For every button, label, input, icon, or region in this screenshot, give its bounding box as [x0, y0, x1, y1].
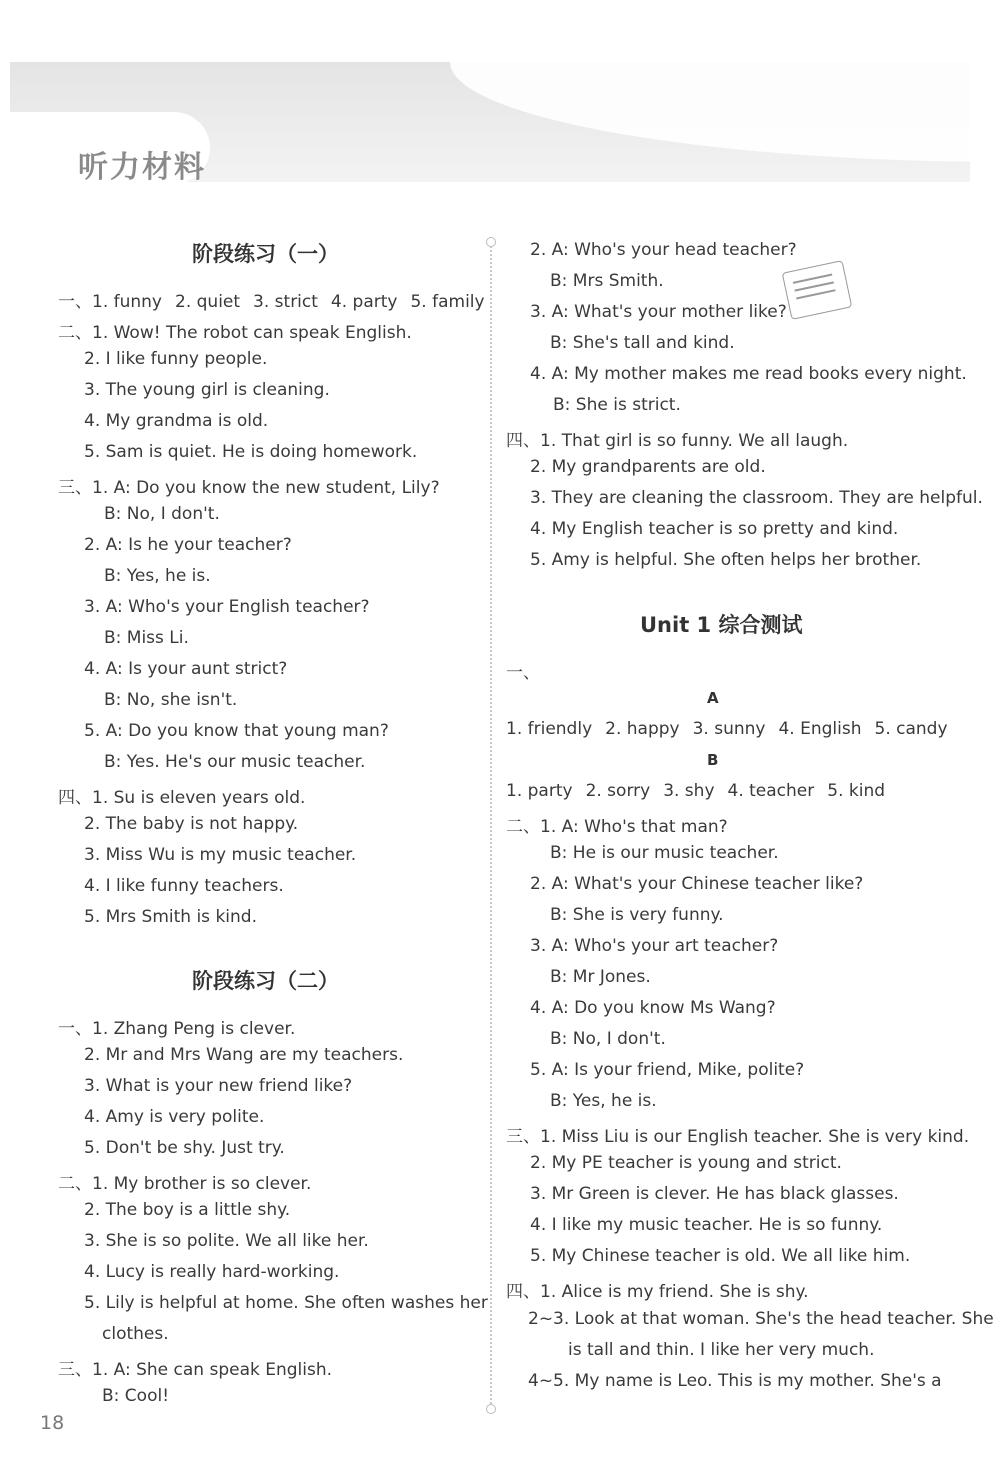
answer-item: 2. sorry	[585, 781, 651, 801]
s1-part3-line	[58, 473, 440, 498]
line-text: 1. A: She can speak English.	[92, 1360, 333, 1380]
line-text: 1. My brother is so clever.	[92, 1174, 312, 1194]
answer-item: 1. friendly	[506, 719, 593, 739]
ut-part2-line: B: He is our music teacher.	[550, 843, 779, 863]
part-prefix: 二、	[58, 323, 92, 343]
s2c-part4-line: 5. Amy is helpful. She often helps her brother.	[530, 550, 922, 570]
answer-item: 3. shy	[663, 781, 715, 801]
ut-part1-row-b	[506, 781, 898, 801]
s2c-part4-line	[506, 426, 848, 451]
s1-part4-line: 5. Mrs Smith is kind.	[84, 907, 257, 927]
ut-sub-a: A	[707, 689, 719, 707]
s2c-line: B: She's tall and kind.	[550, 333, 735, 353]
s2-part1-line	[58, 1014, 295, 1039]
s1-part4-line	[58, 783, 305, 808]
part-prefix: 三、	[58, 478, 92, 498]
s1-part2-line: 5. Sam is quiet. He is doing homework.	[84, 442, 418, 462]
section-title-1: 阶段练习（一）	[192, 242, 339, 266]
answer-item: 4. party	[330, 292, 398, 312]
line-text: 1. Su is eleven years old.	[92, 788, 306, 808]
answer-item: 5. candy	[874, 719, 948, 739]
s1-part2-line: 2. I like funny people.	[84, 349, 268, 369]
ut-part4-line: 4~5. My name is Leo. This is my mother. She's a	[528, 1371, 942, 1391]
s2c-line: 3. A: What's your mother like?	[530, 302, 787, 322]
answer-item: 1. funny	[92, 292, 162, 312]
s1-part3-line: 4. A: Is your aunt strict?	[84, 659, 288, 679]
answer-item: 5. family	[410, 292, 485, 312]
s2c-line: B: She is strict.	[553, 395, 681, 415]
ut-part2-line: 2. A: What's your Chinese teacher like?	[530, 874, 864, 894]
banner-swoosh	[450, 62, 970, 162]
column-divider	[490, 242, 492, 1408]
s2-part2-line: 3. She is so polite. We all like her.	[84, 1231, 369, 1251]
s1-part4-line: 4. I like funny teachers.	[84, 876, 284, 896]
ut-part3-line	[506, 1122, 969, 1147]
s2-part2-line: 2. The boy is a little shy.	[84, 1200, 291, 1220]
answer-item: 3. strict	[253, 292, 318, 312]
s2c-line: B: Mrs Smith.	[550, 271, 664, 291]
line-text: 1. That girl is so funny. We all laugh.	[540, 431, 849, 451]
ut-part2-line: B: Yes, he is.	[550, 1091, 657, 1111]
s1-part2-line: 4. My grandma is old.	[84, 411, 269, 431]
s1-part3-line: B: Yes. He's our music teacher.	[104, 752, 366, 772]
s2c-part4-line: 4. My English teacher is so pretty and kind.	[530, 519, 899, 539]
s1-part3-line: B: No, I don't.	[104, 504, 220, 524]
s2c-part4-line: 3. They are cleaning the classroom. They are helpful.	[530, 488, 983, 508]
s1-part3-line: 3. A: Who's your English teacher?	[84, 597, 370, 617]
s1-part4-line: 2. The baby is not happy.	[84, 814, 299, 834]
ut-part3-line: 4. I like my music teacher. He is so funny.	[530, 1215, 883, 1235]
s1-part2-line: 3. The young girl is cleaning.	[84, 380, 330, 400]
s2-part1-line: 3. What is your new friend like?	[84, 1076, 353, 1096]
s1-part3-line: 5. A: Do you know that young man?	[84, 721, 389, 741]
s2-part2-line: 5. Lily is helpful at home. She often washes her	[84, 1293, 488, 1313]
answer-item: 4. teacher	[727, 781, 815, 801]
s2-part1-line: 2. Mr and Mrs Wang are my teachers.	[84, 1045, 404, 1065]
part-prefix: 三、	[58, 1360, 92, 1380]
s2-part1-line: 5. Don't be shy. Just try.	[84, 1138, 285, 1158]
s1-part4-line: 3. Miss Wu is my music teacher.	[84, 845, 357, 865]
part-prefix: 二、	[506, 817, 540, 837]
s2-part1-line: 4. Amy is very polite.	[84, 1107, 265, 1127]
part-prefix: 四、	[506, 431, 540, 451]
line-text: 1. A: Who's that man?	[540, 817, 728, 837]
line-text: 1. Miss Liu is our English teacher. She is very kind.	[540, 1127, 970, 1147]
ut-part2-line: 5. A: Is your friend, Mike, polite?	[530, 1060, 805, 1080]
s1-part2-line	[58, 318, 412, 343]
ut-part3-line: 5. My Chinese teacher is old. We all like him.	[530, 1246, 911, 1266]
ut-part4-line: 2~3. Look at that woman. She's the head teacher. She	[528, 1309, 994, 1329]
ut-part4-line: is tall and thin. I like her very much.	[568, 1340, 875, 1360]
line-text: 1. Wow! The robot can speak English.	[92, 323, 412, 343]
line-text: 1. Zhang Peng is clever.	[92, 1019, 296, 1039]
s2-part2-line: 4. Lucy is really hard-working.	[84, 1262, 340, 1282]
s1-part3-line: 2. A: Is he your teacher?	[84, 535, 292, 555]
s2-part3-line	[58, 1355, 332, 1380]
page-number: 18	[40, 1412, 65, 1434]
answer-item: 2. happy	[605, 719, 680, 739]
s1-part3-line: B: Yes, he is.	[104, 566, 211, 586]
ut-part2-line: B: She is very funny.	[550, 905, 724, 925]
ut-part3-line: 2. My PE teacher is young and strict.	[530, 1153, 842, 1173]
ut-part3-line: 3. Mr Green is clever. He has black glasses.	[530, 1184, 899, 1204]
s2-part2-line	[58, 1169, 311, 1194]
ut-sub-b: B	[707, 751, 719, 769]
section-title-2: 阶段练习（二）	[192, 969, 339, 993]
answer-item: 2. quiet	[175, 292, 241, 312]
s2c-line: 4. A: My mother makes me read books every night.	[530, 364, 967, 384]
part-prefix: 四、	[58, 788, 92, 808]
divider-dot-bottom	[486, 1404, 496, 1414]
part-prefix: 三、	[506, 1127, 540, 1147]
s2c-line: 2. A: Who's your head teacher?	[530, 240, 797, 260]
s1-part3-line: B: Miss Li.	[104, 628, 189, 648]
answer-item: 4. English	[778, 719, 862, 739]
page-title: 听力材料	[78, 150, 206, 185]
s1-part3-line: B: No, she isn't.	[104, 690, 238, 710]
part-prefix: 一、	[58, 292, 92, 312]
ut-part2-line: B: Mr Jones.	[550, 967, 651, 987]
ut-part4-line	[506, 1277, 809, 1302]
stamp-icon	[782, 260, 853, 320]
ut-part2-line	[506, 812, 728, 837]
divider-dot-top	[486, 237, 496, 247]
ut-part2-line: 3. A: Who's your art teacher?	[530, 936, 779, 956]
ut-part1-row-a	[506, 719, 961, 739]
part-prefix: 二、	[58, 1174, 92, 1194]
line-text: 1. A: Do you know the new student, Lily?	[92, 478, 440, 498]
s2c-part4-line: 2. My grandparents are old.	[530, 457, 766, 477]
ut-part2-line: B: No, I don't.	[550, 1029, 666, 1049]
ut-part2-line: 4. A: Do you know Ms Wang?	[530, 998, 776, 1018]
line-text: 1. Alice is my friend. She is shy.	[540, 1282, 809, 1302]
part-prefix: 四、	[506, 1282, 540, 1302]
s1-part1-row	[58, 287, 498, 312]
answer-item: 1. party	[506, 781, 573, 801]
answer-item: 5. kind	[827, 781, 886, 801]
answer-item: 3. sunny	[692, 719, 766, 739]
unit-test-title: Unit 1 综合测试	[640, 613, 803, 637]
s2-part3-line: B: Cool!	[102, 1386, 170, 1406]
part-prefix: 一、	[58, 1019, 92, 1039]
s2-part2-line: clothes.	[102, 1324, 169, 1344]
ut-part1-prefix: 一、	[506, 663, 540, 683]
